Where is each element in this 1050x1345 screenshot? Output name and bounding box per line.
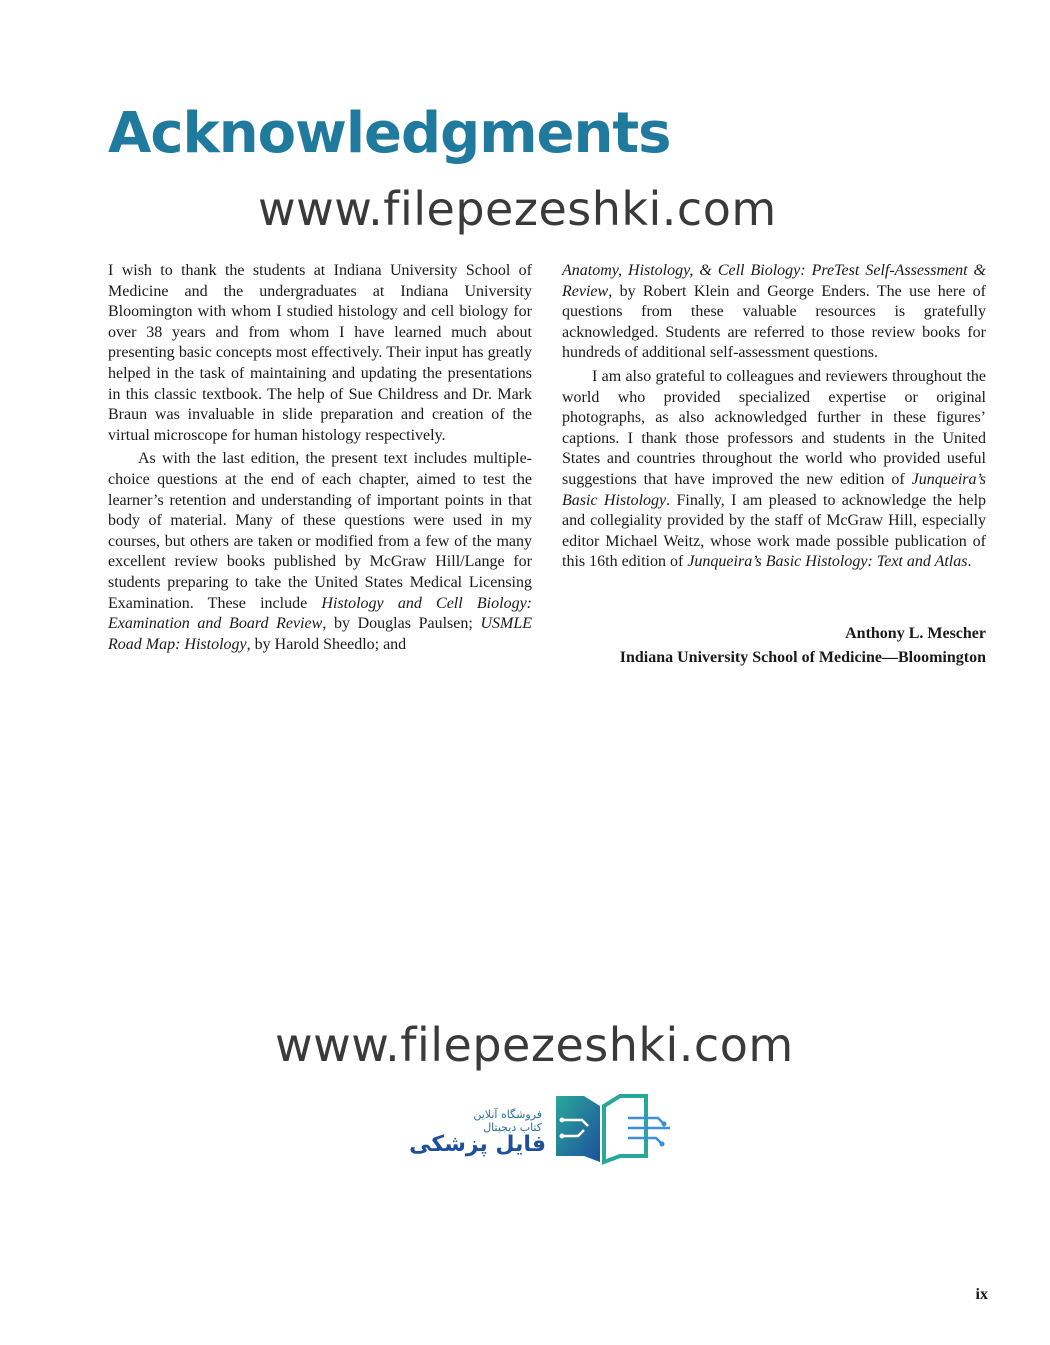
column-right bbox=[562, 261, 986, 576]
page-title: Acknowledgments bbox=[108, 101, 671, 166]
author-affiliation: Indiana University School of Medicine—Bloomington bbox=[619, 649, 986, 666]
paragraph: Anatomy, Histology, & Cell Biology: PreTest Self-Assessment & Review, by Robert Klein and George Enders. The use here of questions from these valuable resources is gratefully acknowledged. Students are referred to those review books for hundreds of additional self-assessment questions. bbox=[562, 262, 986, 362]
book-title: USMLE Road Map: Histology bbox=[108, 615, 533, 653]
signature-block bbox=[620, 622, 986, 670]
logo-brand: فایل پزشکی bbox=[409, 1132, 546, 1157]
brand-logo bbox=[362, 1090, 672, 1166]
book-circuit-icon bbox=[554, 1090, 672, 1166]
page-number: ix bbox=[975, 1286, 988, 1303]
book-title: Histology and Cell Biology: Examination and Board Review bbox=[108, 594, 532, 633]
paragraph: I am also grateful to colleagues and reviewers throughout the world who provided specialized expertise or original photographs, as also acknowledged further in these figures’ captions. I thank those professors and students in the United States and countries throughout the world who provided useful suggestions that have improved the new edition of Junqueira’s Basic Histology. Finally, I am pleased to acknowledge the help and collegiality provided by the staff of McGraw Hill, especially editor Michael Weitz, whose work made possible publication of this 16th edition of Junqueira’s Basic Histology: Text and Atlas. bbox=[562, 367, 987, 571]
logo-text bbox=[362, 1090, 552, 1166]
watermark-top: www.filepezeshki.com bbox=[258, 182, 777, 236]
book-title: Junqueira’s Basic Histology: Text and Atlas bbox=[687, 553, 968, 571]
watermark-bottom: www.filepezeshki.com bbox=[275, 1018, 794, 1072]
author-name: Anthony L. Mescher bbox=[845, 625, 986, 642]
book-title: Anatomy, Histology, & Cell Biology: PreTest Self-Assessment & Review bbox=[562, 262, 986, 300]
paragraph: I wish to thank the students at Indiana University School of Medicine and the undergraduates at Indiana University Bloomington with whom I studied histology and cell biology for over 38 years and from whom I have learned much about presenting basic concepts most effectively. Their input has greatly helped in the task of maintaining and updating the presentations in this classic textbook. The help of Sue Childress and Dr. Mark Braun was invaluable in slide preparation and creation of the virtual microscope for human histology respectively. bbox=[108, 262, 532, 444]
column-left bbox=[108, 261, 532, 658]
paragraph: As with the last edition, the present text includes multiple-choice questions at the end of each chapter, aimed to test the learner’s retention and understanding of important points in that body of material. Many of these questions were used in my courses, but others are taken or modified from a few of the many excellent review books published by McGraw Hill/Lange for students preparing to take the United States Medical Licensing Examination. These include Histology and Cell Biology: Examination and Board Review, by Douglas Paulsen; USMLE Road Map: Histology, by Harold Sheedlo; and bbox=[108, 450, 533, 653]
book-title: Junqueira’s Basic Histology bbox=[562, 470, 986, 509]
logo-tagline: فروشگاه آنلاین کتاب دیجیتال bbox=[473, 1108, 542, 1134]
